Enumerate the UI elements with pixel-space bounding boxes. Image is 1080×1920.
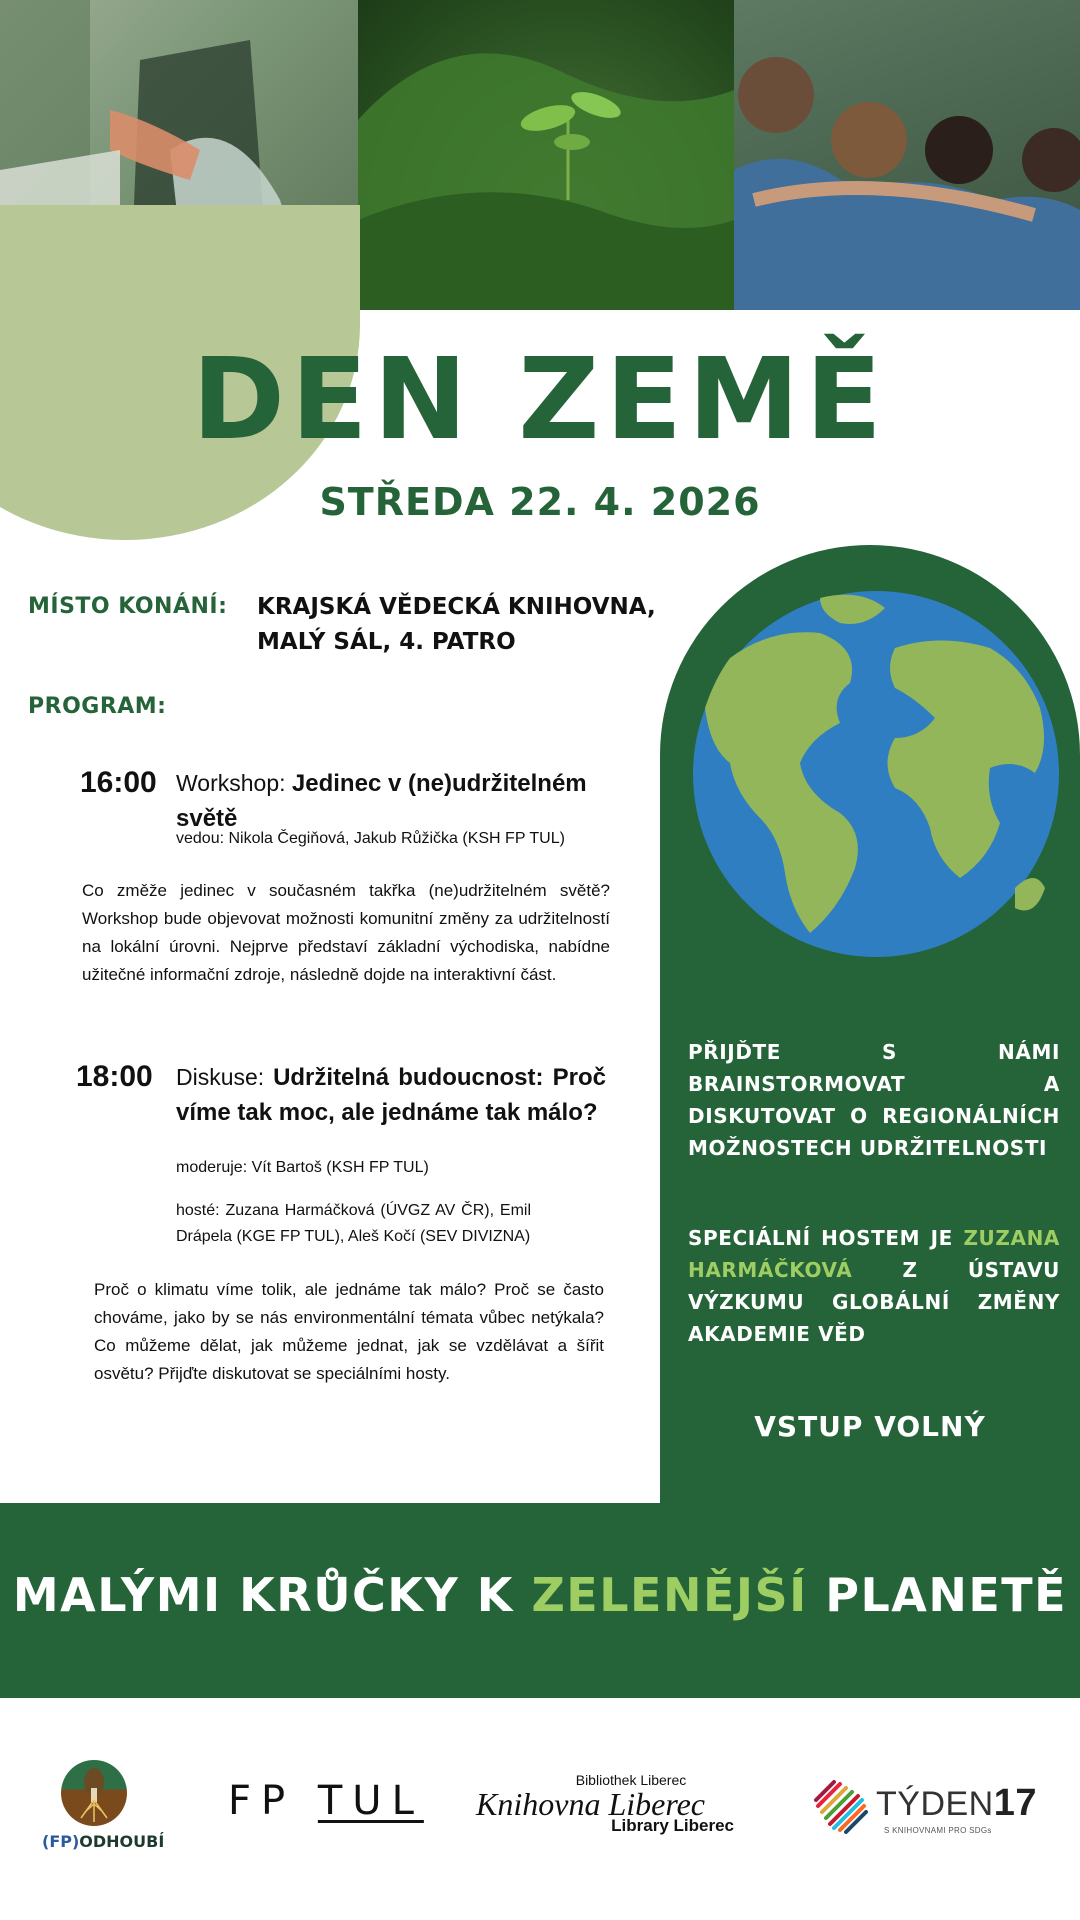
event-1-title: Jedinec v (ne)udržitelném světě (176, 770, 587, 832)
event-2-description: Proč o klimatu víme tolik, ale jednáme tak málo? Proč se často chováme, jako by se nás environmentální témata vůbec netýkala? Co můžeme dělat, jak můžeme jednat, jak se vzdělávat a šířit osvětu? Přijďte diskutovat se speciálními hosty. (94, 1280, 604, 1383)
logo-fp-odhoubi-text: (FP)ODHOUBÍ (42, 1832, 165, 1851)
venue-line-1: KRAJSKÁ VĚDECKÁ KNIHOVNA, (257, 594, 656, 620)
event-1-time: 16:00 (80, 766, 157, 799)
event-1-guides: vedou: Nikola Čegiňová, Jakub Růžička (KSH FP TUL) (176, 830, 565, 847)
panel-invite-text: PŘIJĎTE S NÁMI BRAINSTORMOVAT A DISKUTOVAT O REGIONÁLNÍCH MOŽNOSTECH UDRŽITELNOSTI (688, 1040, 1060, 1160)
panel-guest-post: Z ÚSTAVU VÝZKUMU GLOBÁLNÍ ZMĚNY AKADEMIE VĚD (688, 1258, 1060, 1346)
slogan-post: PLANETĚ (825, 1568, 1068, 1622)
event-2-guests: hosté: Zuzana Harmáčková (ÚVGZ AV ČR), Emil Drápela (KGE FP TUL), Aleš Kočí (SEV DIVIZNA) (176, 1202, 531, 1245)
photo-group-hugging (734, 0, 1080, 310)
event-2-title: Udržitelná budoucnost: Proč víme tak moc, ale jednáme tak málo? (176, 1064, 606, 1126)
slogan-highlight: ZELENĚJŠÍ (531, 1568, 808, 1622)
logo-tyden-word: TÝDEN17 (876, 1782, 1038, 1824)
logo-knihovna-liberec (476, 1772, 756, 1836)
event-2-type: Diskuse: (176, 1064, 265, 1090)
logo-tyden-sub: S KNIHOVNAMI PRO SDGs (884, 1826, 992, 1835)
venue-label: MÍSTO KONÁNÍ: (28, 594, 228, 619)
mushroom-icon (61, 1760, 127, 1826)
logo-tul: TUL (317, 1778, 424, 1824)
panel-guest-text (688, 1222, 1060, 1350)
logo-fp-odhoubi (42, 1760, 165, 1851)
logo-fp: FP (228, 1778, 296, 1824)
panel-guest-name: ZUZANA HARMÁČKOVÁ (688, 1226, 1060, 1282)
logo-library-main: Knihovna Liberec (476, 1786, 705, 1822)
venue-line-2: MALÝ SÁL, 4. PATRO (257, 629, 516, 655)
photo-moss-seedling (358, 0, 734, 310)
logo-library-top: Bibliothek Liberec (575, 1772, 687, 1788)
program-label: PROGRAM: (28, 694, 167, 719)
earth-globe-icon (690, 588, 1062, 960)
sdg-stripes-icon (810, 1776, 870, 1836)
event-title: DEN ZEMĚ (192, 335, 888, 465)
free-entry-text: VSTUP VOLNÝ (754, 1410, 986, 1443)
slogan (0, 1568, 1080, 1622)
event-2-heading (176, 1060, 606, 1130)
event-2-time: 18:00 (76, 1060, 153, 1093)
slogan-pre: MALÝMI KRŮČKY K (12, 1568, 514, 1622)
logo-tyden17 (810, 1776, 1050, 1836)
event-date: STŘEDA 22. 4. 2026 (319, 480, 761, 524)
logo-library-bottom: Library Liberec (611, 1816, 734, 1835)
event-1-description: Co změže jedinec v současném takřka (ne)udržitelném světě? Workshop bude objevovat možnosti komunitní změny za udržitelností na lokální úrovni. Nejprve představí základní východiska, nabídne užitečné informační zdroje, následně dojde na interaktivní část. (82, 881, 610, 984)
event-2-moderator: moderuje: Vít Bartoš (KSH FP TUL) (176, 1159, 429, 1176)
panel-guest-pre: SPECIÁLNÍ HOSTEM JE (688, 1226, 953, 1250)
event-1-type: Workshop: (176, 770, 286, 796)
logo-fp-tul (228, 1778, 424, 1824)
